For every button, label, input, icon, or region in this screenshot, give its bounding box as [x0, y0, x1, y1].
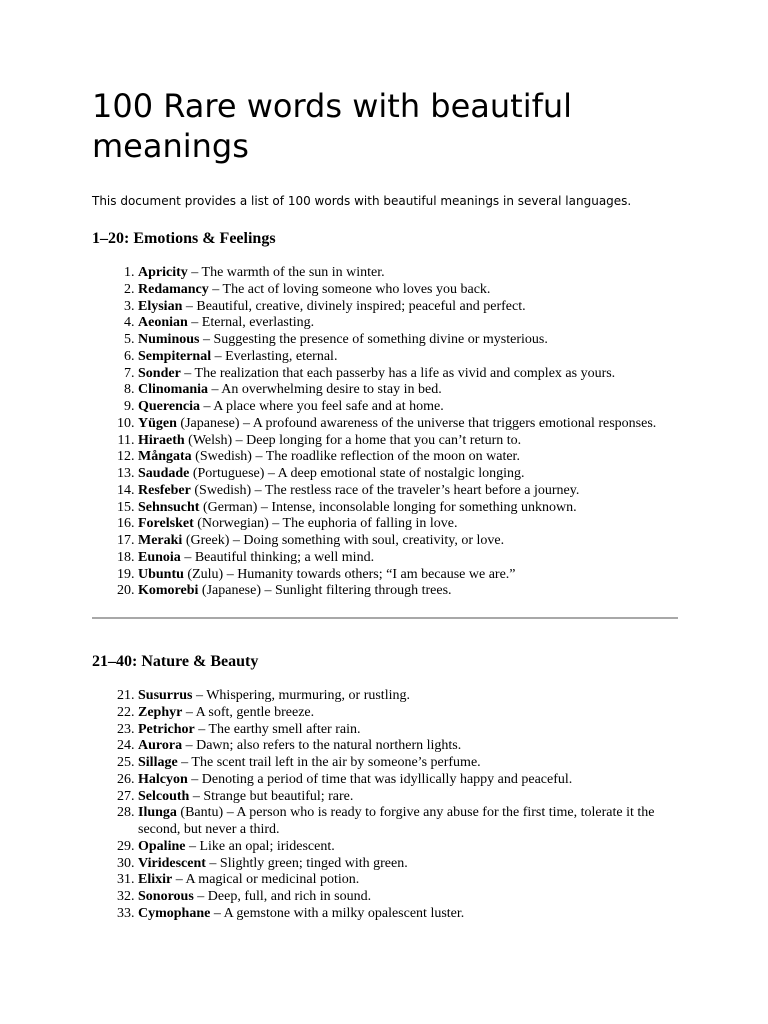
- word-definition: Suggesting the presence of something divine or mysterious.: [213, 332, 548, 347]
- document-page: [92, 86, 678, 923]
- document-intro: This document provides a list of 100 words with beautiful meanings in several languages.: [92, 194, 632, 208]
- word-term: Apricity: [138, 265, 188, 280]
- word-origin: (Zulu): [187, 566, 224, 582]
- section-divider: [92, 617, 678, 619]
- list-item: 14. Resfeber (Swedish) – The restless race of the traveler’s heart before a journey.: [138, 483, 678, 500]
- list-item: 12. Mångata (Swedish) – The roadlike reflection of the moon on water.: [138, 449, 678, 466]
- word-term: Hiraeth: [138, 432, 185, 448]
- word-definition: An overwhelming desire to stay in bed.: [221, 382, 442, 398]
- word-origin: (Bantu): [180, 805, 224, 821]
- word-origin: (Swedish): [194, 482, 252, 498]
- list-item: 26. Halcyon – Denoting a period of time that was idyllically happy and peaceful.: [138, 772, 678, 789]
- word-origin: (Norwegian): [197, 516, 269, 532]
- word-definition: Doing something with soul, creativity, or love.: [243, 533, 505, 548]
- word-origin: (German): [202, 499, 258, 515]
- list-item: 1. Apricity – The warmth of the sun in winter.: [138, 265, 678, 282]
- word-list: [92, 265, 678, 600]
- word-definition: A profound awareness of the universe that triggers emotional responses.: [252, 415, 657, 431]
- list-item: 19. Ubuntu (Zulu) – Humanity towards others; “I am because we are.”: [138, 567, 678, 584]
- list-item: 31. Elixir – A magical or medicinal potion.: [138, 872, 678, 889]
- list-item: 22. Zephyr – A soft, gentle breeze.: [138, 705, 678, 722]
- word-definition: Strange but beautiful; rare.: [203, 788, 354, 804]
- word-definition: Everlasting, eternal.: [225, 348, 338, 364]
- word-definition: A deep emotional state of nostalgic longing.: [277, 466, 525, 481]
- word-definition: Deep longing for a home that you can’t return to.: [246, 432, 522, 448]
- list-item: 4. Aeonian – Eternal, everlasting.: [138, 315, 678, 332]
- word-definition: Denoting a period of time that was idyllically happy and peaceful.: [201, 771, 573, 787]
- word-term: Clinomania: [138, 382, 209, 398]
- word-term: Sonder: [138, 365, 181, 381]
- list-item: 6. Sempiternal – Everlasting, eternal.: [138, 349, 678, 366]
- word-term: Numinous: [138, 332, 200, 347]
- list-item: 7. Sonder – The realization that each passerby has a life as vivid and complex as yours.: [138, 366, 678, 383]
- word-definition: Intense, inconsolable longing for something unknown.: [271, 499, 577, 515]
- word-term: Saudade: [138, 466, 190, 481]
- word-term: Ilunga: [138, 805, 177, 821]
- word-term: Meraki: [138, 533, 183, 548]
- word-term: Cymophane: [138, 905, 211, 921]
- list-item: 3. Elysian – Beautiful, creative, divinely inspired; peaceful and perfect.: [138, 299, 678, 316]
- word-term: Viridescent: [138, 855, 206, 871]
- word-origin: (Portuguese): [192, 466, 265, 481]
- word-term: Elixir: [138, 872, 173, 888]
- word-term: Sehnsucht: [138, 499, 200, 515]
- word-term: Sempiternal: [138, 348, 212, 364]
- list-item: 33. Cymophane – A gemstone with a milky opalescent luster.: [138, 906, 678, 923]
- section-emotions-feelings: [92, 229, 678, 600]
- list-item: 2. Redamancy – The act of loving someone who loves you back.: [138, 282, 678, 299]
- word-term: Yügen: [138, 415, 177, 431]
- list-item: 16. Forelsket (Norwegian) – The euphoria of falling in love.: [138, 516, 678, 533]
- word-definition: A gemstone with a milky opalescent luster.: [223, 905, 465, 921]
- word-definition: The euphoria of falling in love.: [282, 516, 458, 532]
- word-definition: Sunlight filtering through trees.: [274, 583, 452, 599]
- word-term: Komorebi: [138, 583, 199, 599]
- word-definition: The roadlike reflection of the moon on water.: [265, 449, 520, 465]
- word-term: Mångata: [138, 449, 192, 465]
- word-definition: A person who is ready to forgive any abuse for the first time, tolerate it the second, but never a third.: [138, 805, 655, 837]
- list-item: 11. Hiraeth (Welsh) – Deep longing for a home that you can’t return to.: [138, 433, 678, 450]
- section-nature-beauty: [92, 652, 678, 923]
- word-definition: A magical or medicinal potion.: [185, 872, 360, 888]
- list-item: 15. Sehnsucht (German) – Intense, inconsolable longing for something unknown.: [138, 500, 678, 517]
- word-term: Opaline: [138, 838, 186, 854]
- word-list: [92, 688, 678, 923]
- word-term: Susurrus: [138, 688, 193, 703]
- list-item: 5. Numinous – Suggesting the presence of something divine or mysterious.: [138, 332, 678, 349]
- word-term: Resfeber: [138, 482, 191, 498]
- word-term: Elysian: [138, 298, 183, 314]
- word-definition: The earthy smell after rain.: [208, 721, 361, 737]
- list-item: 32. Sonorous – Deep, full, and rich in sound.: [138, 889, 678, 906]
- word-origin: (Greek): [185, 533, 230, 548]
- word-origin: (Welsh): [188, 432, 233, 448]
- list-item: 17. Meraki (Greek) – Doing something with soul, creativity, or love.: [138, 533, 678, 550]
- list-item: 18. Eunoia – Beautiful thinking; a well mind.: [138, 550, 678, 567]
- word-term: Querencia: [138, 399, 200, 414]
- list-item: 9. Querencia – A place where you feel safe and at home.: [138, 399, 678, 416]
- list-item: 25. Sillage – The scent trail left in the air by someone’s perfume.: [138, 755, 678, 772]
- list-item: 23. Petrichor – The earthy smell after rain.: [138, 722, 678, 739]
- list-item: 30. Viridescent – Slightly green; tinged with green.: [138, 856, 678, 873]
- list-item: 24. Aurora – Dawn; also refers to the natural northern lights.: [138, 738, 678, 755]
- list-item: 27. Selcouth – Strange but beautiful; rare.: [138, 789, 678, 806]
- list-item: 21. Susurrus – Whispering, murmuring, or rustling.: [138, 688, 678, 705]
- word-term: Redamancy: [138, 281, 209, 297]
- list-item: 29. Opaline – Like an opal; iridescent.: [138, 839, 678, 856]
- document-title: 100 Rare words with beautiful meanings: [92, 87, 573, 165]
- section-heading: 1–20: Emotions & Feelings: [92, 230, 276, 247]
- word-definition: Whispering, murmuring, or rustling.: [206, 688, 410, 703]
- word-term: Sillage: [138, 755, 178, 770]
- word-origin: (Swedish): [195, 449, 252, 465]
- word-definition: A place where you feel safe and at home.: [213, 399, 444, 414]
- word-term: Petrichor: [138, 721, 195, 737]
- word-term: Halcyon: [138, 771, 188, 787]
- word-definition: Deep, full, and rich in sound.: [207, 889, 372, 904]
- word-term: Forelsket: [138, 516, 194, 532]
- list-item: 20. Komorebi (Japanese) – Sunlight filtering through trees.: [138, 583, 678, 600]
- word-definition: Slightly green; tinged with green.: [219, 855, 408, 871]
- word-origin: (Japanese): [201, 583, 261, 599]
- list-item: 8. Clinomania – An overwhelming desire to stay in bed.: [138, 382, 678, 399]
- word-term: Sonorous: [138, 889, 194, 904]
- word-definition: Beautiful thinking; a well mind.: [194, 549, 375, 565]
- word-definition: The realization that each passerby has a life as vivid and complex as yours.: [194, 365, 616, 381]
- word-origin: (Japanese): [180, 415, 240, 431]
- list-item: 10. Yügen (Japanese) – A profound awareness of the universe that triggers emotional responses.: [138, 416, 678, 433]
- word-term: Eunoia: [138, 549, 181, 565]
- list-item: 13. Saudade (Portuguese) – A deep emotional state of nostalgic longing.: [138, 466, 678, 483]
- word-term: Ubuntu: [138, 566, 184, 582]
- word-definition: The warmth of the sun in winter.: [201, 265, 385, 280]
- word-definition: The restless race of the traveler’s heart before a journey.: [264, 482, 580, 498]
- word-definition: Eternal, everlasting.: [201, 315, 315, 331]
- word-definition: Beautiful, creative, divinely inspired; peaceful and perfect.: [196, 298, 526, 314]
- word-term: Zephyr: [138, 704, 183, 720]
- word-definition: The scent trail left in the air by someone’s perfume.: [191, 755, 481, 770]
- word-term: Aurora: [138, 738, 183, 754]
- word-definition: A soft, gentle breeze.: [195, 704, 315, 720]
- list-item: 28. Ilunga (Bantu) – A person who is ready to forgive any abuse for the first time, tolerate it the second, but never a third.: [138, 805, 678, 839]
- word-definition: Like an opal; iridescent.: [199, 838, 335, 854]
- word-definition: Humanity towards others; “I am because we are.”: [237, 566, 516, 582]
- word-term: Selcouth: [138, 788, 190, 804]
- word-term: Aeonian: [138, 315, 188, 331]
- word-definition: Dawn; also refers to the natural northern lights.: [196, 738, 462, 754]
- word-definition: The act of loving someone who loves you back.: [222, 281, 491, 297]
- section-heading: 21–40: Nature & Beauty: [92, 653, 259, 670]
